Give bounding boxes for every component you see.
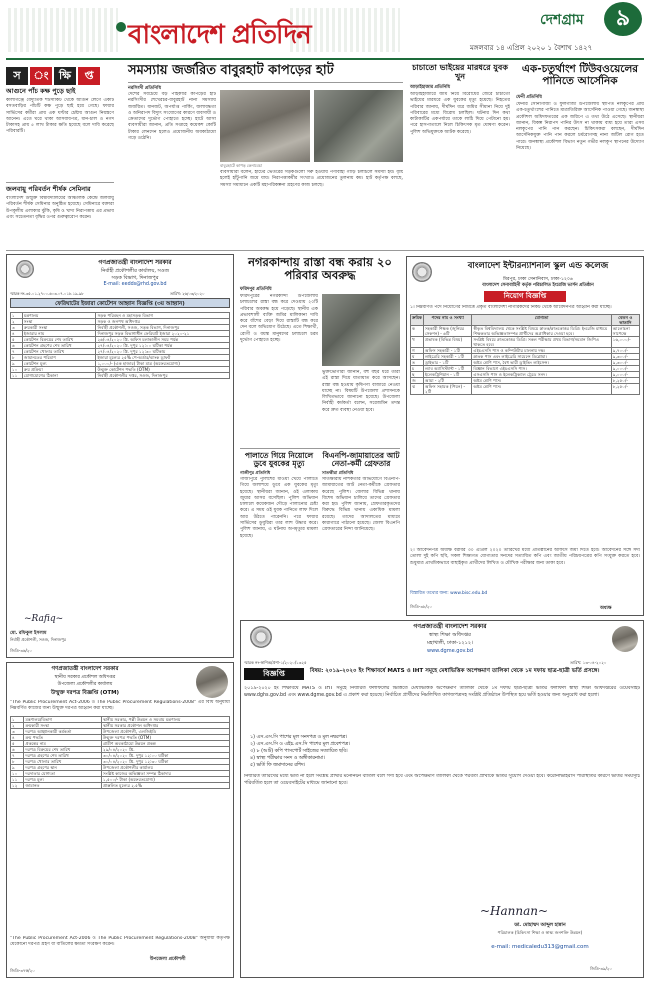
health-memo: স্মারক নং-স্বাশিঅ/প্রশা-১/২০২০/১৩২৫ bbox=[244, 660, 307, 665]
tender2-table-cell: ৪ bbox=[11, 735, 24, 741]
tender1-table-cell: যোগাযোগের ঠিকানা bbox=[22, 373, 96, 379]
tender1-table-cell: ক্রয়কারী সংস্থা bbox=[22, 325, 96, 331]
tender2-table-cell: উন্মুক্ত দরপত্র পদ্ধতি (OTM) bbox=[102, 735, 230, 741]
school-table-cell: লাইব্রেরি সহকারী - ১টি bbox=[423, 354, 471, 360]
school-table-cell: ঝ bbox=[411, 384, 424, 395]
tender2-footer-note: "The Public Procurement Act-2006 ও The Public Procurement Regulations-2008" অনুযায়ী কর্তৃপক্ষ যেকোনো দরপত্র গ্রহণ বা বাতিলের ক্ষমতা সংরক্ষণ করেন। bbox=[10, 936, 230, 948]
tender1-table-cell: জামানতের পরিমাণ bbox=[22, 355, 96, 361]
tender1-table-cell: সড়ক ও জনপথ অধিদপ্তর bbox=[96, 319, 230, 325]
tender1-table-row bbox=[11, 373, 230, 379]
school-table-header-cell: বেতন ও ভাতাদি bbox=[611, 315, 639, 326]
issue-date: মঙ্গলবার ১৪ এপ্রিল ২০২০ ১ বৈশাখ ১৪২৭ bbox=[470, 44, 593, 52]
section-name: দেশগ্রাম bbox=[540, 12, 584, 28]
tender2-table-cell: ক্রয় পদ্ধতি bbox=[24, 735, 102, 741]
school-banner: নিয়োগ বিজ্ঞপ্তি bbox=[484, 291, 566, 302]
chachato-byline: আড়াইহাজার প্রতিনিধি bbox=[410, 85, 450, 90]
brief2-headline: জলবায়ু পরিবর্তন শীর্ষক সেমিনার bbox=[6, 185, 91, 193]
market-body-col1: দেশের সবচেয়ে বড় পাইকারি কাপড়ের হাট নরসিংদীর শেখেরচর-বাবুরহাট নানা সমস্যায় জর্জরিত। যানজট, অপর্যাপ্ত পার্কিং, জলাবদ্ধতা ও অনিরাপদ বিদ্যুৎ সংযোগের কারণে ব্যবসায়ী ও ক্রেতাদের দুর্ভোগ পোহাতে হচ্ছে। হাটে আসা ব্যবসায়ীরা জানান, প্রতি সপ্তাহে কয়েকশ কোটি টাকার লেনদেন হলেও প্রয়োজনীয় অবকাঠামো গড়ে ওঠেনি। bbox=[128, 92, 216, 142]
tender2-table-cell: ৩০/০৪/২০২০ খ্রি. দুপুর ১২:০০ ঘটিকা bbox=[102, 753, 230, 759]
tender2-office2: উপজেলা প্রকৌশলীর কার্যালয় bbox=[57, 682, 113, 687]
school-table-cell: খ bbox=[411, 337, 424, 348]
health-website[interactable]: www.dgme.gov.bd bbox=[426, 648, 474, 654]
tender1-table-cell: কোটেশন গ্রহণের শেষ তারিখ bbox=[22, 343, 96, 349]
tender2-sign: উপজেলা প্রকৌশলী bbox=[150, 957, 186, 962]
road-body-col1: ফরিদপুরের নগরকান্দা উপজেলায় চলাচলের রাস্তা বন্ধ করে দেওয়ায় ২০টি পরিবার অবরুদ্ধ হয়ে পড়েছে। স্থানীয় এক প্রভাবশালী ব্যক্তি জমির মালিকানা দাবি করে বাঁশের বেড়া দিয়ে রাস্তাটি বন্ধ করে দেন বলে অভিযোগ উঠেছে। এতে শিক্ষার্থী, রোগী ও বয়স্ক মানুষদের চলাচলে চরম দুর্ভোগ পোহাতে হচ্ছে। bbox=[240, 294, 318, 344]
health-note: নির্ধারিত তারিখের মধ্যে ভর্তি না হলে সংশ্লিষ্ট প্রার্থীর মনোনয়ন বাতিল বলে গণ্য হবে এবং অপেক্ষমাণ তালিকা থেকে পরবর্তী প্রার্থীকে ভর্তির সুযোগ দেওয়া হবে। করোনাভাইরাস পরিস্থিতির কারণে ভর্তির সময়সূচি পরিবর্তিত হলে তা ওয়েবসাইটের মাধ্যমে জানানো হবে। bbox=[244, 774, 640, 786]
brief1-body: কালীগঞ্জে বৈদ্যুতিক শর্টসার্কিট থেকে আগুন লেগে একটি বসতবাড়ির পাঁচটি কক্ষ পুড়ে ছাই হয়ে গেছে। ফায়ার সার্ভিসের কর্মীরা প্রায় এক ঘণ্টার চেষ্টায় আগুন নিয়ন্ত্রণে আনেন। এতে ঘরে থাকা আসবাবপত্র, ধান-চাল ও নগদ টাকাসহ প্রায় ৫ লাখ টাকার ক্ষতি হয়েছে বলে দাবি করেছে পরিবারটি। bbox=[6, 98, 114, 135]
school-table-header-cell: যোগ্যতা bbox=[472, 315, 611, 326]
school-table-row bbox=[411, 337, 640, 348]
tender1-memo: স্মারক নং-৩৫.০১.২৭০০.৬০৩.০৭.০১৮.১৯-৯৮ bbox=[10, 291, 84, 296]
tender2-table-cell: ৩ bbox=[11, 729, 24, 735]
health-list bbox=[250, 734, 640, 769]
tender2-table-cell: দরপত্র মূল্য bbox=[24, 777, 102, 783]
school-table-cell: ৯,৭০০/- bbox=[611, 348, 639, 354]
school-table-header-cell: পদের নাম ও সংখ্যা bbox=[423, 315, 471, 326]
tender2-table-cell: ৯ bbox=[11, 765, 24, 771]
tender1-table-cell: ইজারার নাম bbox=[22, 331, 96, 337]
school-table-cell: সহকারী শিক্ষক (জুনিয়র সেকশন) - ৬টি bbox=[423, 326, 471, 337]
tender2-table-cell: দরপত্র গ্রহণের শেষ তারিখ bbox=[24, 753, 102, 759]
tender2-table-cell: দরপত্র গ্রহণের স্থান bbox=[24, 765, 102, 771]
brief-label-seg: স bbox=[6, 67, 28, 85]
school-table-cell: ৯,৩০০/- bbox=[611, 360, 639, 366]
school-sign: অধ্যক্ষ bbox=[600, 606, 612, 611]
tender2-table-cell: ১০ bbox=[11, 771, 24, 777]
school-subtitle: বাংলাদেশ সেনাবাহিনী কর্তৃক পরিচালিত ইংরেজি ভার্সন প্রতিষ্ঠান bbox=[482, 283, 594, 288]
school-table-cell: ইলেকট্রিশিয়ান - ১টি bbox=[423, 372, 471, 378]
school-table-cell: ১৬,০০০/- bbox=[611, 337, 639, 348]
tender1-table-cell: ইজারা মূল্যের ২৫% পে-অর্ডার/ব্যাংক ড্রাফট bbox=[96, 355, 230, 361]
drowning-headline: পালাতে গিয়ে নিয়োলে ডুবে যুবকের মৃত্যু bbox=[244, 451, 314, 469]
school-table-header-row bbox=[411, 315, 640, 326]
school-table-cell: অষ্টম শ্রেণি পাস। bbox=[472, 384, 611, 395]
tender1-table-cell: ২৭/০৪/২০২০ খ্রি. দুপুর ১২:০০ ঘটিকা পর্যন্ত bbox=[96, 343, 230, 349]
health-signature: ~Hannan~ bbox=[480, 904, 549, 918]
drowning-body: গাজীপুরে পুলিশের ধাওয়া খেয়ে পালাতে গিয়ে জলাশয়ে ডুবে এক যুবকের মৃত্যু হয়েছে। স্থানীয়রা জানান, ওই এলাকায় জুয়ার আসর বসেছিল। পুলিশ অভিযান চালালে কয়েকজন দৌড়ে পালানোর চেষ্টা করে। এ সময় ওই যুবক পানিতে লাফ দিলে আর উঠতে পারেননি। পরে ফায়ার সার্ভিসের ডুবুরিরা তার লাশ উদ্ধার করে। পুলিশ জানায়, এ ঘটনায় অপমৃত্যুর মামলা হয়েছে। bbox=[240, 477, 318, 539]
school-table-cell: ড্রাইভার - ১টি bbox=[423, 360, 471, 366]
health-address: মহাখালী, ঢাকা-১২১২। bbox=[427, 640, 473, 646]
brief-label-seg: ক্ষি bbox=[54, 67, 76, 85]
tender2-title: উন্মুক্ত দরপত্র বিজ্ঞপ্তি (OTM) bbox=[50, 690, 120, 696]
market-body-col2: ব্যবসায়ীরা বলেন, হাটের ভেতরের সড়কগুলো সরু হওয়ায় পণ্যবাহী গাড়ি চলাচলে সমস্যা হয়। বৃষ্টি হলেই হাঁটুপানি জমে যায়। নিরাপত্তাকর্মীর সংখ্যাও প্রয়োজনের তুলনায় কম। হাট কর্তৃপক্ষ বলছে, সমস্যা সমাধানে একটি মহাপরিকল্পনা গ্রহণের কাজ চলছে। bbox=[220, 170, 403, 188]
tender2-table-cell: দরপত্র বিক্রয়ের শেষ তারিখ bbox=[24, 747, 102, 753]
tender1-table-cell: নির্বাহী প্রকৌশলীর দপ্তর, সওজ, দিনাজপুর bbox=[96, 373, 230, 379]
health-list-item: ২) এস.এস.সি ও এইচ.এস.সি পাশের মূল প্রবেশপত্র। bbox=[250, 742, 350, 747]
tender1-office2: সড়ক বিভাগ, দিনাজপুর bbox=[111, 275, 159, 281]
school-table-cell: বিজ্ঞান বিভাগে এইচএসসি পাস। bbox=[472, 366, 611, 372]
health-gov: গণপ্রজাতন্ত্রী বাংলাদেশ সরকার bbox=[413, 623, 487, 630]
tender2-table-cell: ১,৫০০/- টাকা (অফেরতযোগ্য) bbox=[102, 777, 230, 783]
school-code: জিডি-৩৮/২০ bbox=[410, 604, 433, 609]
tender1-table-cell: ১,০০০/- (এক হাজার) টাকা মাত্র (অফেরতযোগ্য) bbox=[96, 361, 230, 367]
health-list-item: ১) এস.এস.সি পাশের মূল সনদপত্র ও মূল নম্বরপত্র। bbox=[250, 735, 348, 740]
chachato-headline: চাচাতো ভাইয়ের মারধরে যুবক খুন bbox=[412, 63, 508, 81]
health-list-item: ৩) ৮ (আট) কপি পাসপোর্ট সাইজের সত্যায়িত ছবি। bbox=[250, 749, 348, 754]
section-divider bbox=[6, 250, 644, 251]
school-table-header-cell: ক্রমিক bbox=[411, 315, 424, 326]
school-table-cell: ৮,২৫০/- bbox=[611, 384, 639, 395]
school-table-cell: ৯,০০০/- bbox=[611, 366, 639, 372]
tender1-sign-name: মো. রফিকুল ইসলাম bbox=[10, 631, 47, 636]
school-notes: ২। আবেদনপত্র অধ্যক্ষ বরাবর ৩০ এপ্রিল ২০২০ তারিখের মধ্যে প্রতিষ্ঠানের অফিসে জমা দিতে হবে। আবেদনের সঙ্গে সদ্য তোলা দুই কপি ছবি, সকল শিক্ষাগত যোগ্যতার সনদের সত্যায়িত কপি এবং জাতীয় পরিচয়পত্রের কপি সংযুক্ত করতে হবে। শুধুমাত্র প্রাথমিকভাবে বাছাইকৃত প্রার্থীদের লিখিত ও মৌখিক পরীক্ষার জন্য ডাকা হবে। bbox=[410, 548, 640, 566]
school-address: মিরপুর, ঢাকা সেনানিবাস, ঢাকা-১২০৬ bbox=[503, 277, 573, 282]
tender1-table-cell: কোটেশন বিক্রয়ের শেষ তারিখ bbox=[22, 337, 96, 343]
tender1-table-cell: ক্রয় প্রক্রিয়া bbox=[22, 367, 96, 373]
market-byline: নরসিংদী প্রতিনিধি bbox=[128, 86, 162, 91]
arrest-body: সাতক্ষীরায় নাশকতার অভিযোগে বিএনপি-জামায়াতের আট নেতা-কর্মীকে গ্রেফতার করেছে পুলিশ। জেলার বিভিন্ন থানায় বিশেষ অভিযান চালিয়ে তাদের গ্রেফতার করা হয়। পুলিশ জানায়, গ্রেফতারকৃতদের বিরুদ্ধে বিভিন্ন থানায় একাধিক মামলা রয়েছে। তাদের আদালতের মাধ্যমে কারাগারে পাঠানো হয়েছে। জেলা বিএনপি গ্রেফতারের নিন্দা জানিয়েছে। bbox=[322, 477, 400, 533]
mujib-emblem-icon bbox=[612, 626, 638, 652]
tender1-email[interactable]: E-mail: eedds@rhd.gov.bd bbox=[103, 282, 167, 287]
tender2-table-cell: ১ bbox=[11, 717, 24, 723]
school-table-row bbox=[411, 384, 640, 395]
school-table-cell: অফিস সহায়ক (পিয়ন) - ২টি bbox=[423, 384, 471, 395]
tender1-table-cell: ২৬/০৪/২০২০ খ্রি. অফিস চলাকালীন সময় পর্যন্ত bbox=[96, 337, 230, 343]
tender2-table-cell: মন্ত্রণালয়/বিভাগ bbox=[24, 717, 102, 723]
school-table-cell: স্বীকৃত বিশ্ববিদ্যালয় থেকে সংশ্লিষ্ট বিষয়ে স্নাতক/স্নাতকোত্তর ডিগ্রি। ইংরেজি মাধ্যমে শিক্ষকতার অভিজ্ঞতাসম্পন্ন প্রার্থীদের অগ্রাধিকার দেওয়া হবে। bbox=[472, 326, 611, 337]
tender1-table-cell: ১১ bbox=[11, 373, 23, 379]
tender1-table-cell: ১০ bbox=[11, 367, 23, 373]
school-table-cell: এইচএসসি পাস ও কম্পিউটার চালনায় দক্ষ। bbox=[472, 348, 611, 354]
logo-dot-icon bbox=[116, 22, 126, 32]
school-website[interactable]: বিস্তারিত তথ্যের জন্য: www.bisc.edu.bd bbox=[410, 591, 488, 596]
tender1-table-cell: ২ bbox=[11, 319, 23, 325]
market-headline: সমস্যায় জর্জরিত বাবুরহাট কাপড়ের হাট bbox=[128, 63, 334, 78]
school-table-cell: ঘ bbox=[411, 354, 424, 360]
tender1-table-cell: সংস্থা bbox=[22, 319, 96, 325]
tender1-table-cell: কোটেশন মূল্য bbox=[22, 361, 96, 367]
government-emblem-icon bbox=[250, 626, 272, 648]
health-list-item: ৫) ভর্তি ফি জমাদানের রশিদ। bbox=[250, 763, 306, 768]
tender2-table-cell: ১২ bbox=[11, 783, 24, 789]
brief1-headline: আগুনে পাঁচ কক্ষ পুড়ে ছাই bbox=[6, 87, 76, 95]
tender1-table-cell: ৫ bbox=[11, 337, 23, 343]
tender2-table-cell: ৮ bbox=[11, 759, 24, 765]
health-body: ২০১৯-২০২০ ইং শিক্ষাবর্ষে MATS ও IHT সমূহে নির্ধারিত ফলাফলের ভিত্তিতে মেধাভিত্তিক অপেক্ষমাণ তালিকা থেকে ১ম দফায় ছাত্র-ছাত্রী ভর্তির ফলাফল স্বাস্থ্য শিক্ষা অধিদপ্তরের ওয়েবসাইট www.dghs.gov.bd এবং www.dgme.gov.bd এ প্রকাশ করা হয়েছে। নির্বাচিত প্রার্থীদের নিম্নলিখিত কাগজপত্রসহ সংশ্লিষ্ট প্রতিষ্ঠানে উপস্থিত হয়ে ভর্তি হওয়ার জন্য অনুরোধ করা হলো। bbox=[244, 686, 640, 698]
mujib-emblem-icon bbox=[196, 666, 228, 698]
tender2-table-cell: গ্রামীণ অবকাঠামো উন্নয়ন প্রকল্প bbox=[102, 741, 230, 747]
arrest-byline: সাতক্ষীরা প্রতিনিধি bbox=[322, 470, 354, 475]
tender2-table-cell: উপজেলা প্রকৌশলীর কার্যালয় bbox=[102, 765, 230, 771]
tender1-table-cell: দিনাজপুর সড়ক বিভাগাধীন ফেরিঘাট ইজারা ২০২০-২১ bbox=[96, 331, 230, 337]
health-office: স্বাস্থ্য শিক্ষা অধিদপ্তর bbox=[429, 632, 471, 638]
school-table-cell: ক bbox=[411, 326, 424, 337]
health-sign-name: ডা. মোহাম্মদ আব্দুল হান্নান bbox=[514, 923, 566, 928]
school-table-cell: ছ bbox=[411, 372, 424, 378]
brief-label-seg: প্ত bbox=[78, 67, 100, 85]
arsenic-headline: এক-চতুর্থাংশ টিউবওয়েলের পানিতে আর্সেনিক bbox=[521, 63, 639, 87]
tender1-table-cell: উন্মুক্ত কোটেশন পদ্ধতি (OTM) bbox=[96, 367, 230, 373]
tender2-table bbox=[10, 716, 230, 934]
tender1-table-cell: নির্বাহী প্রকৌশলী, সওজ, সড়ক বিভাগ, দিনাজপুর bbox=[96, 325, 230, 331]
school-table-cell: আয়া - ২টি bbox=[423, 378, 471, 384]
tender1-table-cell: ৪ bbox=[11, 331, 23, 337]
school-crest-icon bbox=[412, 262, 432, 282]
tender2-table-cell: দরপত্র আহ্বানকারী কর্মকর্তা bbox=[24, 729, 102, 735]
school-table-cell: জ bbox=[411, 378, 424, 384]
brief-label bbox=[6, 64, 116, 84]
school-table-cell: প্রভাষক (বিভিন্ন বিষয়) bbox=[423, 337, 471, 348]
school-table-cell: চ bbox=[411, 366, 424, 372]
school-title: বাংলাদেশ ইন্টারন্যাশনাল স্কুল এন্ড কলেজ bbox=[467, 261, 609, 271]
school-table bbox=[410, 314, 640, 544]
road-photo bbox=[322, 294, 400, 366]
arrest-headline: বিএনপি-জামায়াতের আট নেতা-কর্মী গ্রেফতার bbox=[322, 451, 400, 469]
health-banner: বিজ্ঞপ্তি bbox=[244, 668, 304, 680]
tender1-table bbox=[10, 312, 230, 612]
tender2-table-cell: ২৯/০৪/২০২০ খ্রি. bbox=[102, 747, 230, 753]
tender2-table-cell: ৬ bbox=[11, 747, 24, 753]
market-photo-caption: বাবুরহাটে কাপড় কেনাবেচা bbox=[220, 163, 263, 168]
tender1-table-cell: সড়ক পরিবহন ও মহাসড়ক বিভাগ bbox=[96, 313, 230, 319]
road-byline: ফরিদপুর প্রতিনিধি bbox=[240, 287, 272, 292]
divider bbox=[128, 82, 403, 83]
health-sign-title: পরিচালক (চিকিৎসা শিক্ষা ও স্বাস্থ্য জনশক্তি উন্নয়ন) bbox=[497, 930, 583, 935]
tender2-table-cell: সংশ্লিষ্ট কাজের অভিজ্ঞতা সম্পন্ন ঠিকাদার bbox=[102, 771, 230, 777]
road-body-col2: ভুক্তভোগীরা জানান, বহু বছর ধরে তারা এই রাস্তা দিয়ে যাতায়াত করে আসছেন। রাস্তা বন্ধ হওয়ায় কৃষিপণ্য বাজারে নেওয়া যাচ্ছে না। বিষয়টি উপজেলা প্রশাসনকে লিখিতভাবে জানানো হয়েছে। উপজেলা নির্বাহী কর্মকর্তা বলেন, সরেজমিন তদন্ত করে দ্রুত ব্যবস্থা নেওয়া হবে। bbox=[322, 370, 400, 413]
school-table-cell: অফিস সহকারী - ১টি bbox=[423, 348, 471, 354]
tender1-table-cell: ৩ bbox=[11, 325, 23, 331]
health-list-item: ৪) স্বাস্থ্য পরীক্ষার সনদ ও অঙ্গীকারনামা। bbox=[250, 756, 325, 761]
school-table-cell: ৮,২৫০/- bbox=[611, 378, 639, 384]
market-photo-2 bbox=[314, 90, 403, 162]
tender2-table-cell: ১১ bbox=[11, 777, 24, 783]
masthead-ornament-left bbox=[8, 8, 118, 52]
school-table-cell: এসএসসি পাস ও ইলেকট্রিক্যাল ট্রেডে সনদ। bbox=[472, 372, 611, 378]
tender1-table-cell: মন্ত্রণালয় bbox=[22, 313, 96, 319]
school-table-cell: ৯,০০০/- bbox=[611, 372, 639, 378]
school-table-cell: ঙ bbox=[411, 360, 424, 366]
tender2-gov: গণপ্রজাতন্ত্রী বাংলাদেশ সরকার bbox=[51, 666, 119, 672]
market-photo-1 bbox=[220, 90, 310, 162]
tender2-table-cell: ৭ bbox=[11, 753, 24, 759]
tender2-intro: "The Public Procurement Act-2006 ও The Public Procurement Regulations-2008" এর বিধি অনুযায়ী নিম্নবর্ণিত কাজের জন্য উন্মুক্ত দরপত্র আহ্বান করা যাচ্ছে। bbox=[10, 700, 230, 712]
tender2-table-row bbox=[11, 783, 230, 789]
newspaper-logo: বাংলাদেশ প্রতিদিন bbox=[128, 20, 311, 50]
health-code: জিডি-৩৯/২০ bbox=[590, 966, 613, 971]
tender1-table-cell: কোটেশন খোলার তারিখ bbox=[22, 349, 96, 355]
tender1-table-cell: ৯ bbox=[11, 361, 23, 367]
health-email[interactable]: e-mail: medicaledu313@gmail.com bbox=[491, 944, 589, 950]
divider bbox=[6, 182, 114, 183]
tender2-table-cell: স্থানীয় সরকার, পল্লী উন্নয়ন ও সমবায় মন্ত্রণালয় bbox=[102, 717, 230, 723]
brief2-body: বাংলাদেশ উন্মুক্ত বিশ্ববিদ্যালয়ের আঞ্চলিক কেন্দ্রে জলবায়ু পরিবর্তন শীর্ষক সেমিনার অনুষ্ঠিত হয়েছে। সেমিনারে বক্তারা উপকূলীয় এলাকার ঝুঁকি, কৃষি ও খাদ্য নিরাপত্তায় এর প্রভাব এবং সচেতনতা বৃদ্ধির ওপর গুরুত্বারোপ করেন। bbox=[6, 196, 114, 220]
tender2-table-cell: ২ bbox=[11, 723, 24, 729]
arsenic-byline: ফেনী প্রতিনিধি bbox=[516, 95, 542, 100]
school-table-cell: সংশ্লিষ্ট বিষয়ে স্নাতকোত্তর ডিগ্রি। সকল পরীক্ষায় প্রথম বিভাগ/সমমান জিপিএ থাকতে হবে। bbox=[472, 337, 611, 348]
tender1-sign-title: নির্বাহী প্রকৌশলী, সওজ, দিনাজপুর bbox=[10, 637, 67, 642]
tender1-table-cell: ২৭/০৪/২০২০ খ্রি. দুপুর ১২:৩০ ঘটিকায় bbox=[96, 349, 230, 355]
tender2-office: স্থানীয় সরকার প্রকৌশল অধিদপ্তর bbox=[54, 675, 116, 680]
tender2-table-cell: দরদাতার যোগ্যতা bbox=[24, 771, 102, 777]
chachato-body: আড়াইহাজারে জমি নিয়ে বিরোধের জেরে চাচাতো ভাইয়ের মারধরে এক যুবকের মৃত্যু হয়েছে। নিহতের পরিবার জানায়, দীর্ঘদিন ধরে জমির সীমানা নিয়ে দুই পরিবারের মধ্যে বিরোধ চলছিল। ঘটনার দিন কথা কাটাকাটির একপর্যায়ে তাকে লাঠি দিয়ে পেটানো হয়। পরে হাসপাতালে নিলে চিকিৎসক মৃত ঘোষণা করেন। পুলিশ অভিযুক্তকে আটক করেছে। bbox=[410, 92, 510, 135]
school-table-cell: অষ্টম শ্রেণি পাস, বৈধ ভারী ড্রাইভিং লাইসেন্স। bbox=[472, 360, 611, 366]
page-number: ৯ bbox=[604, 2, 642, 36]
government-emblem-icon bbox=[16, 260, 34, 278]
tender2-code: জিডি-৩৭ক/২০ bbox=[10, 968, 35, 973]
tender1-table-cell: ১ bbox=[11, 313, 23, 319]
tender2-table-cell: উপজেলা প্রকৌশলী, এলজিইডি bbox=[102, 729, 230, 735]
tender1-office: নির্বাহী প্রকৌশলীর কার্যালয়, সওজ bbox=[100, 268, 169, 274]
tender1-table-cell: ৮ bbox=[11, 355, 23, 361]
school-table-cell: অষ্টম শ্রেণি পাস। bbox=[472, 378, 611, 384]
school-table-row bbox=[411, 326, 640, 337]
drowning-byline: গাজীপুর প্রতিনিধি bbox=[240, 470, 271, 475]
tender2-table-cell: দরপত্র খোলার তারিখ bbox=[24, 759, 102, 765]
tender1-banner: ফেরিঘাটের ইজারা কোটেশন আহ্বান বিজ্ঞপ্তি (৩য় আহ্বান) bbox=[10, 298, 230, 308]
road-headline: নগরকান্দায় রাস্তা বন্ধ করায় ২০ পরিবার অবরুদ্ধ bbox=[248, 255, 392, 282]
tender2-table-cell: স্থানীয় সরকার প্রকৌশল অধিদপ্তর bbox=[102, 723, 230, 729]
school-table-cell: ল্যাব অ্যাসিস্ট্যান্ট - ১টি bbox=[423, 366, 471, 372]
school-table-cell: ৯,৩০০/- bbox=[611, 354, 639, 360]
tender2-table-cell: প্রকল্পের নাম bbox=[24, 741, 102, 747]
tender1-gov: গণপ্রজাতন্ত্রী বাংলাদেশ সরকার bbox=[98, 259, 172, 266]
tender1-date: তারিখ: ২৬/০৩/২০২০ bbox=[170, 291, 205, 296]
school-table-cell: স্নাতক পাস এবং লাইব্রেরি সায়েন্সে ডিপ্লোমা। bbox=[472, 354, 611, 360]
tender2-table-cell: জামানত bbox=[24, 783, 102, 789]
school-table-cell: গ bbox=[411, 348, 424, 354]
divider bbox=[240, 448, 400, 449]
tender1-table-cell: ৭ bbox=[11, 349, 23, 355]
tender1-signature: ~Rafiq~ bbox=[24, 614, 64, 624]
school-intro: ১। নিম্নবর্ণিত পদে নিয়োগের নিমিত্তে প্রকৃত বাংলাদেশী নাগরিকদের নিকট থেকে আবেদনপত্র আহ্বান করা যাচ্ছে। bbox=[410, 305, 612, 310]
health-date: তারিখ: ১৩-০৪-২০২০ bbox=[570, 660, 607, 665]
brief-label-seg: ং bbox=[30, 67, 52, 85]
health-subject: বিষয়: ২০১৯-২০২০ ইং শিক্ষাবর্ষে MATS ও IHT সমূহে মেধাভিত্তিক অপেক্ষমাণ তালিকা থেকে ১ম দফায় ছাত্র-ছাত্রী ভর্তি প্রসঙ্গে। bbox=[310, 668, 600, 674]
tender2-table-cell: প্রাক্কলিত মূল্যের ২.৫% bbox=[102, 783, 230, 789]
tender2-table-cell: ৩০/০৪/২০২০ খ্রি. দুপুর ১২:৩০ ঘটিকা bbox=[102, 759, 230, 765]
tender1-table-cell: ৬ bbox=[11, 343, 23, 349]
tender2-table-cell: ক্রয়কারী সংস্থা bbox=[24, 723, 102, 729]
tender1-code: জিডি-৩৬/২০ bbox=[10, 648, 33, 653]
arsenic-body: ফেনীর সোনাগাজী ও ফুলগাজী উপজেলায় স্থাপিত নলকূপের প্রায় এক-চতুর্থাংশের পানিতে মাত্রাতিরিক্ত আর্সেনিক পাওয়া গেছে। জনস্বাস্থ্য প্রকৌশল অধিদফতরের এক জরিপে এ তথ্য উঠে এসেছে। স্থানীয়রা জানান, বিকল্প নিরাপদ পানির উৎস না থাকায় বাধ্য হয়ে তারা এসব নলকূপের পানি পান করছেন। চিকিৎসকরা বলছেন, দীর্ঘদিন আর্সেনিকযুক্ত পানি পান করলে চর্মরোগসহ নানা জটিল রোগ হতে পারে। জনস্বাস্থ্য প্রকৌশল বিভাগ নতুন গভীর নলকূপ স্থাপনের উদ্যোগ নিয়েছে। bbox=[516, 102, 644, 152]
school-table-cell: আলোচনা সাপেক্ষে bbox=[611, 326, 639, 337]
tender2-table-cell: ৫ bbox=[11, 741, 24, 747]
